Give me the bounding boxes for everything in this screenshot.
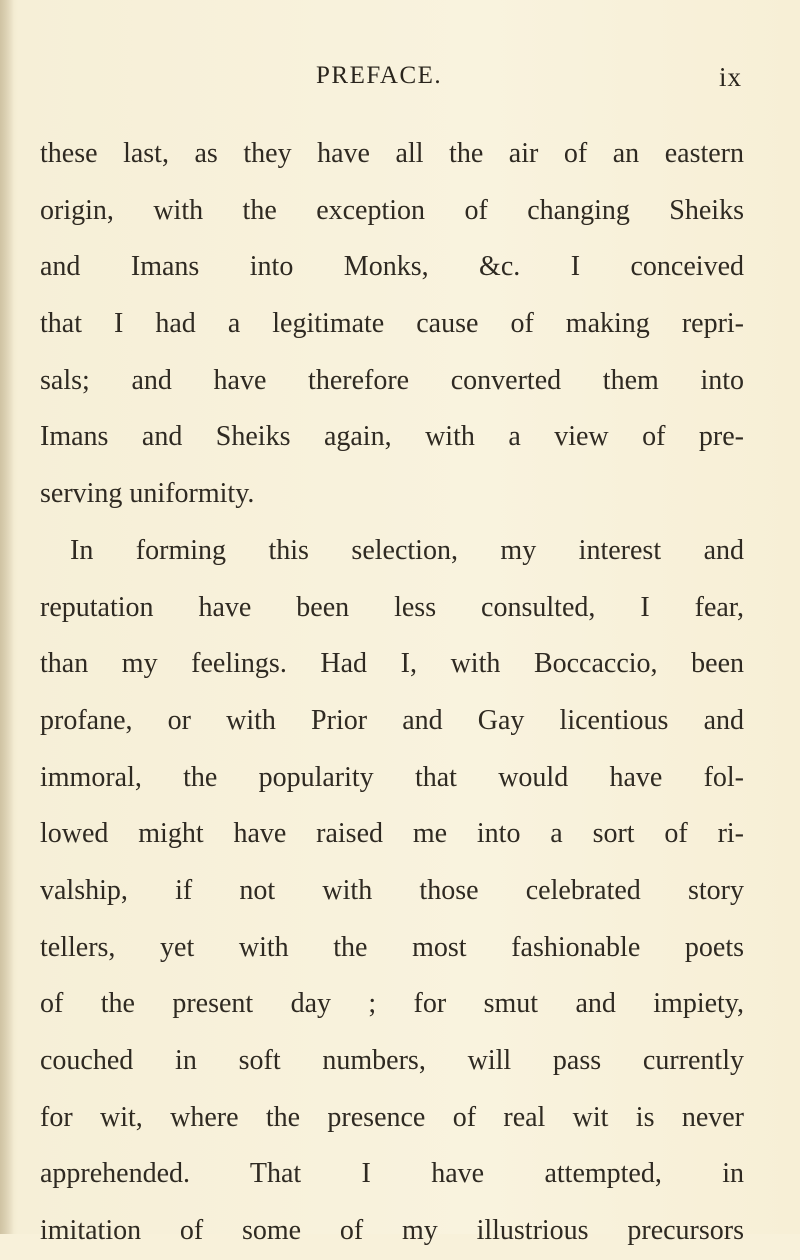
body-text	[40, 126, 744, 1260]
text-line: of the present day ; for smut and impiety,	[40, 988, 744, 1020]
text-line: reputation have been less consulted, I fear,	[40, 591, 744, 623]
text-line: serving uniformity.	[40, 478, 255, 510]
page-header	[36, 62, 742, 102]
running-head: PREFACE.	[316, 62, 443, 89]
text-line: sals; and have therefore converted them into	[40, 364, 744, 396]
text-line: origin, with the exception of changing Sheiks	[40, 194, 744, 226]
text-line: and Imans into Monks, &c. I conceived	[40, 251, 744, 283]
text-line: imitation of some of my illustrious precursors	[40, 1215, 744, 1247]
text-line: In forming this selection, my interest and	[70, 534, 744, 566]
page-gutter-shadow	[0, 0, 14, 1234]
text-line: for wit, where the presence of real wit is never	[40, 1101, 744, 1133]
text-line: tellers, yet with the most fashionable poets	[40, 931, 744, 963]
text-line: immoral, the popularity that would have fol-	[40, 761, 744, 793]
text-line: than my feelings. Had I, with Boccaccio, been	[40, 648, 744, 680]
text-line: Imans and Sheiks again, with a view of pre-	[40, 421, 744, 453]
text-line: apprehended. That I have attempted, in	[40, 1158, 744, 1190]
text-line: profane, or with Prior and Gay licentious and	[40, 704, 744, 736]
text-line: valship, if not with those celebrated story	[40, 874, 744, 906]
text-line: that I had a legitimate cause of making repri-	[40, 308, 744, 340]
text-line: couched in soft numbers, will pass currently	[40, 1045, 744, 1076]
text-line: lowed might have raised me into a sort of ri-	[40, 818, 744, 850]
text-line: these last, as they have all the air of an eastern	[40, 138, 744, 169]
page-number: ix	[718, 62, 742, 92]
